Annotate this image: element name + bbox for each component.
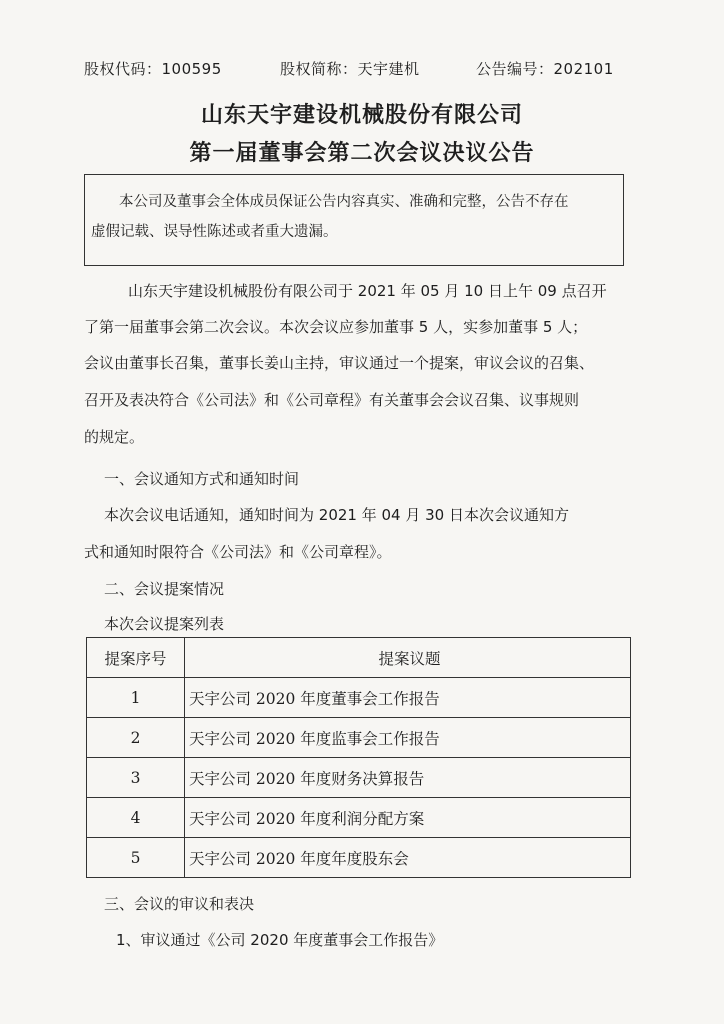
proposal-topic: 天宇公司 2020 年度利润分配方案 xyxy=(185,798,631,838)
proposal-number: 3 xyxy=(87,758,185,798)
section3-heading: 三、会议的审议和表决 xyxy=(104,895,255,913)
intro-line4: 召开及表决符合《公司法》和《公司章程》有关董事会会议召集、议事规则 xyxy=(84,391,580,409)
section2-heading: 二、会议提案情况 xyxy=(104,580,225,598)
table-row xyxy=(87,758,631,798)
proposal-topic: 天宇公司 2020 年度年度股东会 xyxy=(185,838,631,878)
table-row xyxy=(87,798,631,838)
header-stock-short-name: 股权简称：天宇建机 xyxy=(280,60,420,78)
section3-item1: 1、审议通过《公司 2020 年度董事会工作报告》 xyxy=(116,931,444,949)
intro-line5: 的规定。 xyxy=(84,428,145,446)
column-header-topic: 提案议题 xyxy=(185,638,631,678)
table-row xyxy=(87,838,631,878)
document-title-line2: 第一届董事会第二次会议决议公告 xyxy=(189,141,535,166)
section1-heading: 一、会议通知方式和通知时间 xyxy=(104,470,300,488)
document-title-line1: 山东天宇建设机械股份有限公司 xyxy=(200,103,523,128)
table-row xyxy=(87,718,631,758)
proposal-topic: 天宇公司 2020 年度董事会工作报告 xyxy=(185,678,631,718)
proposal-topic: 天宇公司 2020 年度财务决算报告 xyxy=(185,758,631,798)
proposal-number: 5 xyxy=(87,838,185,878)
proposal-topic: 天宇公司 2020 年度监事会工作报告 xyxy=(185,718,631,758)
table-header-row xyxy=(87,638,631,678)
table-row xyxy=(87,678,631,718)
proposal-number: 2 xyxy=(87,718,185,758)
disclaimer-line2: 虚假记载、误导性陈述或者重大遗漏。 xyxy=(91,224,338,240)
intro-line2: 了第一届董事会第二次会议。本次会议应参加董事 5 人，实参加董事 5 人； xyxy=(84,318,588,336)
intro-line1: 山东天宇建设机械股份有限公司于 2021 年 05 月 10 日上午 09 点召开 xyxy=(128,282,607,300)
section1-line1: 本次会议电话通知，通知时间为 2021 年 04 月 30 日本次会议通知方 xyxy=(104,506,569,524)
disclaimer-line1: 本公司及董事会全体成员保证公告内容真实、准确和完整，公告不存在 xyxy=(119,194,569,210)
proposal-table xyxy=(86,637,631,878)
table-caption: 本次会议提案列表 xyxy=(104,615,225,633)
proposal-number: 1 xyxy=(87,678,185,718)
header-stock-code: 股权代码：100595 xyxy=(84,60,222,78)
section1-line2: 式和通知时限符合《公司法》和《公司章程》。 xyxy=(84,543,392,561)
column-header-number: 提案序号 xyxy=(87,638,185,678)
header-notice-number: 公告编号：202101 xyxy=(476,60,614,78)
disclaimer-box xyxy=(84,174,624,266)
proposal-number: 4 xyxy=(87,798,185,838)
intro-line3: 会议由董事长召集，董事长姜山主持，审议通过一个提案，审议会议的召集、 xyxy=(84,354,595,372)
